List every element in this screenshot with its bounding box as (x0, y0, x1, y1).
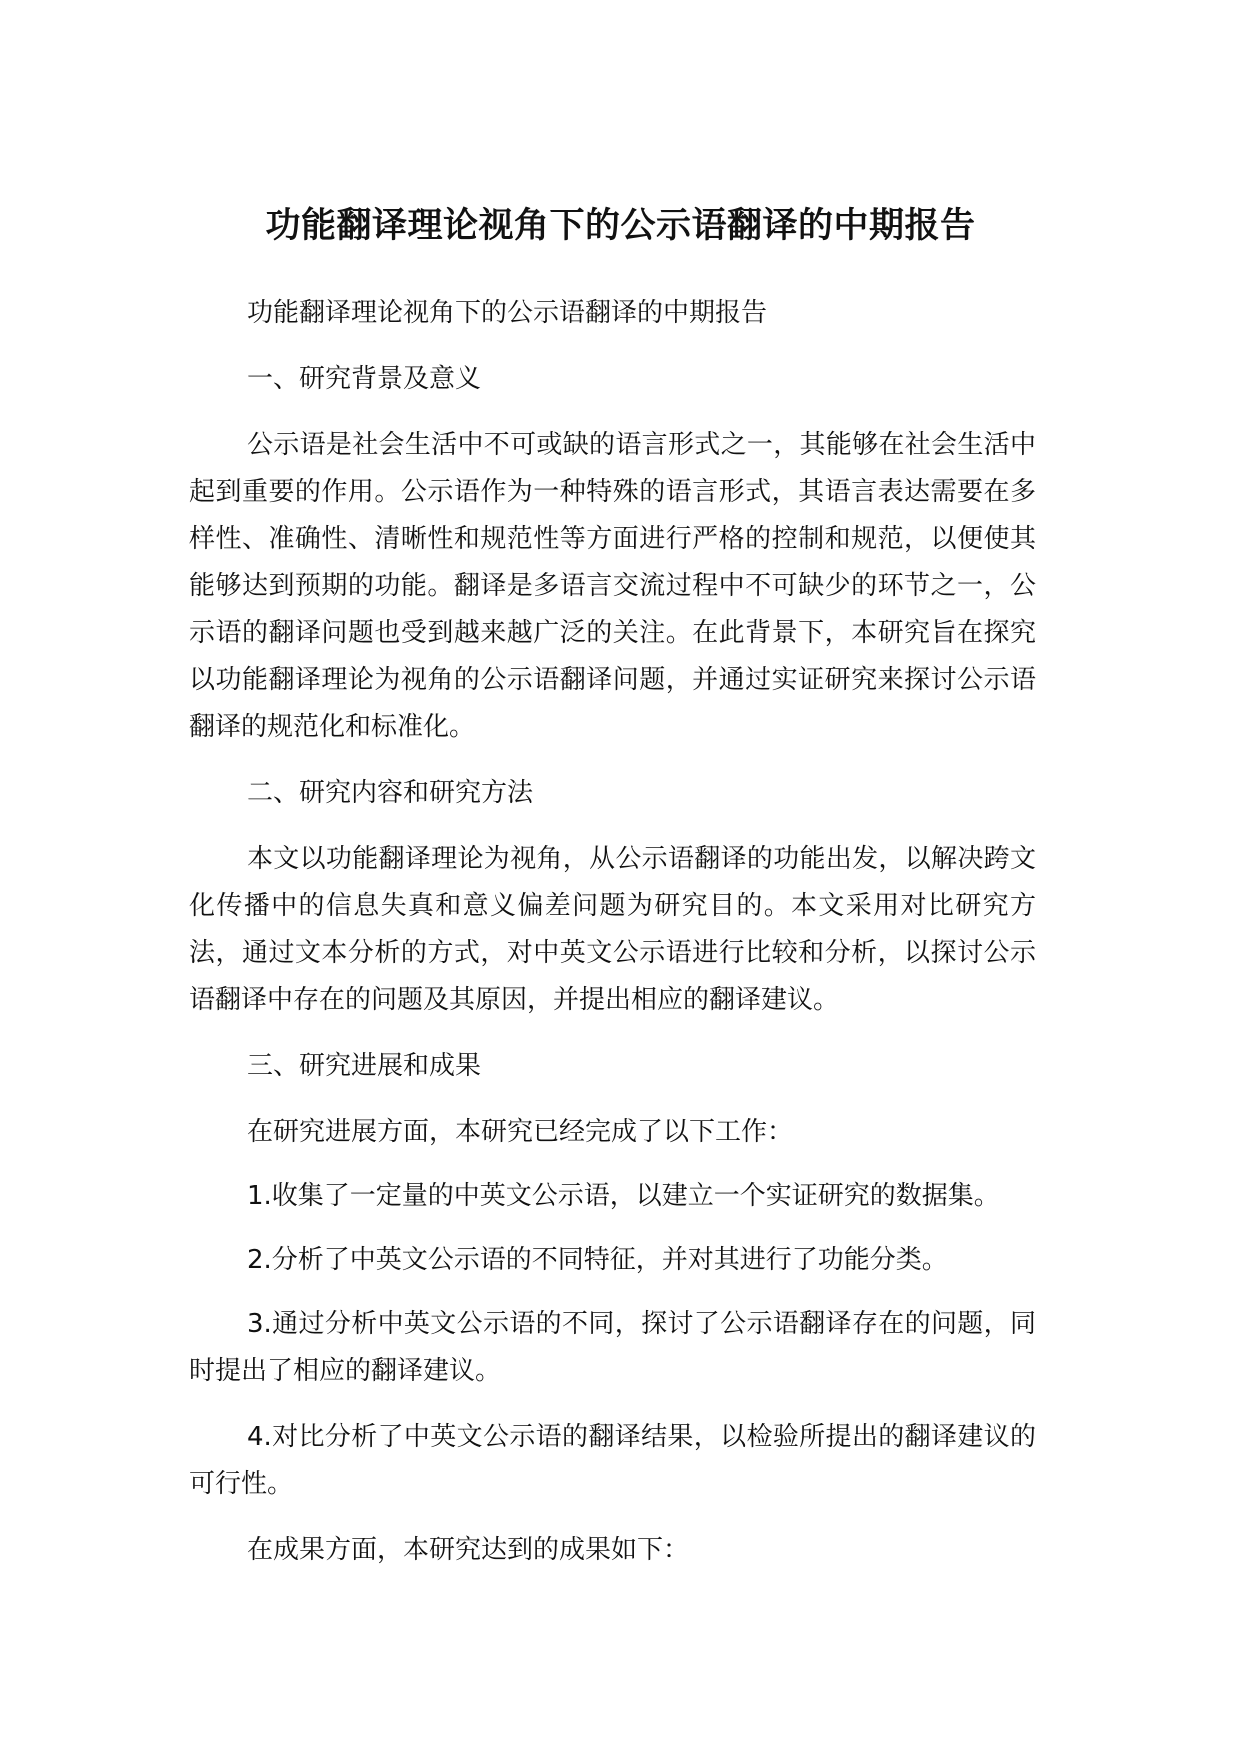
section-heading-background: 一、研究背景及意义 (247, 364, 482, 394)
paragraph-content-methods: 本文以功能翻译理论为视角，从公示语翻译的功能出发，以解决跨文化传播中的信息失真和意义偏差问题为研究目的。本文采用对比研究方法，通过文本分析的方式，对中英文公示语进行比较和分析，以探讨公示语翻译中存在的问题及其原因，并提出相应的翻译建议。 (189, 844, 1036, 1015)
paragraph-background: 公示语是社会生活中不可或缺的语言形式之一，其能够在社会生活中起到重要的作用。公示语作为一种特殊的语言形式，其语言表达需要在多样性、准确性、清晰性和规范性等方面进行严格的控制和规范，以便使其能够达到预期的功能。翻译是多语言交流过程中不可缺少的环节之一，公示语的翻译问题也受到越来越广泛的关注。在此背景下，本研究旨在探究以功能翻译理论为视角的公示语翻译问题，并通过实证研究来探讨公示语翻译的规范化和标准化。 (189, 430, 1036, 742)
list-item-1: 1.收集了一定量的中英文公示语，以建立一个实证研究的数据集。 (247, 1181, 1000, 1211)
list-item-4: 4.对比分析了中英文公示语的翻译结果，以检验所提出的翻译建议的可行性。 (189, 1422, 1036, 1499)
report-subtitle: 功能翻译理论视角下的公示语翻译的中期报告 (247, 298, 768, 328)
section-heading-progress-results: 三、研究进展和成果 (247, 1051, 482, 1081)
paragraph-progress-intro: 在研究进展方面，本研究已经完成了以下工作： (247, 1117, 794, 1147)
section-heading-content-methods: 二、研究内容和研究方法 (247, 778, 534, 808)
list-item-2: 2.分析了中英文公示语的不同特征，并对其进行了功能分类。 (247, 1245, 948, 1275)
document-title: 功能翻译理论视角下的公示语翻译的中期报告 (265, 206, 976, 247)
paragraph-results-intro: 在成果方面，本研究达到的成果如下： (247, 1535, 690, 1565)
document-body (189, 290, 1036, 1593)
list-item-3: 3.通过分析中英文公示语的不同，探讨了公示语翻译存在的问题，同时提出了相应的翻译建议。 (189, 1309, 1036, 1386)
